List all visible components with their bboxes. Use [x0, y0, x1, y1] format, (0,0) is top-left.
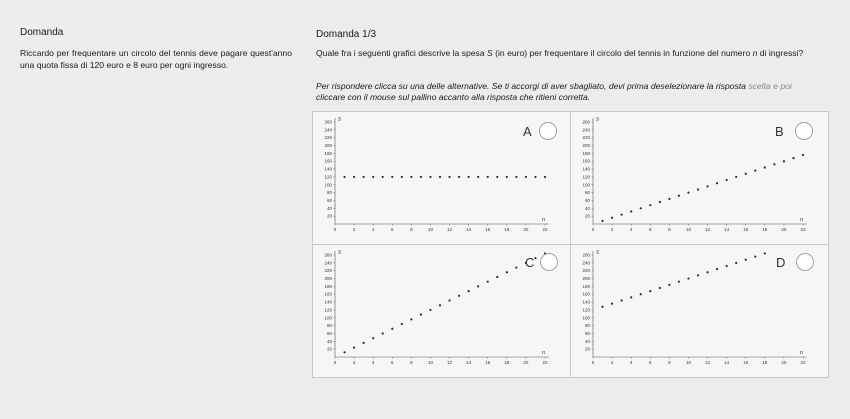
chart-b-point: [773, 163, 775, 165]
chart-c-xtick-label: 8: [410, 360, 413, 365]
chart-d-xtick-label: 12: [705, 360, 711, 365]
option-d-radio[interactable]: [796, 253, 814, 271]
chart-a-ytick-label: 100: [324, 182, 332, 188]
chart-b-xtick-label: 14: [724, 227, 730, 232]
context-title: Domanda: [20, 27, 64, 38]
chart-d-xtick-label: 4: [629, 360, 633, 365]
chart-a-point: [458, 176, 460, 178]
chart-a-ytick-label: 260: [324, 119, 332, 125]
chart-c-point: [410, 318, 412, 320]
chart-b-point: [649, 204, 651, 206]
chart-d-ytick-label: 200: [582, 276, 590, 282]
chart-b-point: [706, 185, 708, 187]
option-c-label: C: [525, 255, 535, 270]
context-panel: [0, 0, 300, 419]
chart-a-ytick-label: 40: [326, 205, 332, 211]
chart-d-ytick-label: 20: [584, 346, 590, 352]
chart-a-xtick-label: 16: [485, 227, 491, 232]
chart-d-xtick-label: 16: [743, 360, 749, 365]
chart-b-xtick-label: 12: [705, 227, 711, 232]
chart-c-ytick-label: 200: [324, 276, 332, 282]
chart-b-ytick-label: 180: [582, 150, 590, 156]
chart-a-ytick-label: 80: [326, 190, 332, 196]
chart-c-ytick-label: 20: [326, 346, 332, 352]
chart-c-point: [477, 285, 479, 287]
chart-a-xtick-label: 18: [504, 227, 510, 232]
chart-c-xtick-label: 18: [504, 360, 510, 365]
chart-b-point: [726, 179, 728, 181]
chart-d-xtick-label: 8: [668, 360, 671, 365]
chart-c-point: [353, 346, 355, 348]
option-c-radio[interactable]: [540, 253, 558, 271]
chart-a-ytick-label: 200: [324, 143, 332, 149]
chart-b-point: [630, 210, 632, 212]
chart-a-point: [410, 176, 412, 178]
chart-c-point: [496, 276, 498, 278]
chart-b-point: [678, 195, 680, 197]
chart-b-point: [640, 207, 642, 209]
option-d-label: D: [776, 255, 786, 270]
chart-d-ytick-label: 80: [584, 323, 590, 329]
chart-a-xtick-label: 12: [447, 227, 453, 232]
chart-c-point: [506, 271, 508, 273]
question-title: Domanda 1/3: [316, 29, 377, 40]
chart-d-point: [754, 255, 756, 257]
chart-d-point: [611, 303, 613, 305]
chart-d: [571, 245, 828, 377]
chart-c-ytick-label: 180: [324, 283, 332, 289]
chart-b-ytick-label: 200: [582, 143, 590, 149]
chart-a-point: [420, 176, 422, 178]
chart-c-point: [487, 281, 489, 283]
chart-b-ytick-label: 100: [582, 182, 590, 188]
chart-a-ylabel: S: [338, 117, 341, 123]
chart-c-xtick-label: 4: [371, 360, 375, 365]
chart-a-ytick-label: 140: [324, 166, 332, 172]
chart-d-point: [697, 274, 699, 276]
chart-d-ytick-label: 40: [584, 338, 590, 344]
chart-a-ytick-label: 240: [324, 127, 332, 133]
chart-d-point: [745, 259, 747, 261]
chart-c-xtick-label: 22: [542, 360, 548, 365]
chart-a-point: [525, 176, 527, 178]
chart-c-ytick-label: 120: [324, 307, 332, 313]
chart-c-xtick-label: 12: [447, 360, 453, 365]
chart-b-point: [802, 154, 804, 156]
chart-a-point: [439, 176, 441, 178]
chart-c-xtick-label: 0: [333, 360, 337, 365]
chart-a-point: [382, 176, 384, 178]
chart-a-xtick-label: 0: [333, 227, 337, 232]
chart-a-point: [448, 176, 450, 178]
chart-b-ytick-label: 220: [582, 135, 590, 141]
chart-d-point: [649, 290, 651, 292]
chart-c-ytick-label: 220: [324, 268, 332, 274]
chart-b-xtick-label: 2: [610, 227, 614, 232]
chart-a-point: [477, 176, 479, 178]
chart-a-ytick-label: 60: [326, 197, 332, 203]
chart-d-point: [601, 306, 603, 308]
chart-d-point: [726, 265, 728, 267]
chart-a-point: [353, 176, 355, 178]
chart-a-xtick-label: 20: [523, 227, 529, 232]
chart-d-point: [678, 281, 680, 283]
option-a-label: A: [523, 124, 532, 139]
chart-c-ytick-label: 240: [324, 260, 332, 266]
option-d-cell: [571, 245, 828, 377]
chart-d-ytick-label: 160: [582, 291, 590, 297]
chart-d-point: [659, 287, 661, 289]
chart-d-point: [668, 284, 670, 286]
variable-s: S: [487, 48, 493, 58]
chart-c-xlabel: n: [542, 350, 545, 356]
chart-b-point: [687, 192, 689, 194]
chart-c-point: [391, 328, 393, 330]
chart-b-xtick-label: 10: [685, 227, 691, 232]
chart-b-xtick-label: 0: [591, 227, 595, 232]
chart-b-ytick-label: 260: [582, 119, 590, 125]
variable-n: n: [752, 48, 758, 58]
chart-c-point: [429, 309, 431, 311]
chart-a-point: [363, 176, 365, 178]
chart-c-point: [363, 342, 365, 344]
chart-b-xtick-label: 18: [762, 227, 768, 232]
chart-d-ytick-label: 140: [582, 299, 590, 305]
chart-b-ytick-label: 60: [584, 197, 590, 203]
chart-b-xtick-label: 4: [629, 227, 633, 232]
instructions-main: Per rispondere clicca su una delle alternative. Se ti accorgi di aver sbagliato, devi prima deselezionare la risposta: [316, 81, 749, 91]
chart-d-point: [764, 252, 766, 254]
chart-a-xtick-label: 8: [410, 227, 413, 232]
chart-a-point: [429, 176, 431, 178]
chart-c-point: [534, 257, 536, 259]
chart-d-point: [640, 293, 642, 295]
chart-a-xtick-label: 14: [466, 227, 472, 232]
chart-b-xtick-label: 6: [649, 227, 652, 232]
chart-c-ytick-label: 160: [324, 291, 332, 297]
chart-d-ytick-label: 100: [582, 315, 590, 321]
chart-a-point: [468, 176, 470, 178]
chart-c-ytick-label: 80: [326, 323, 332, 329]
chart-c-ytick-label: 260: [324, 252, 332, 258]
chart-d-xtick-label: 10: [685, 360, 691, 365]
answer-options-grid: [312, 111, 829, 378]
chart-a-point: [515, 176, 517, 178]
chart-d-xtick-label: 20: [781, 360, 787, 365]
chart-c-point: [343, 351, 345, 353]
chart-a-point: [506, 176, 508, 178]
chart-d-point: [735, 262, 737, 264]
chart-c-point: [372, 337, 374, 339]
chart-d-point: [706, 271, 708, 273]
chart-a-point: [544, 176, 546, 178]
chart-a-xtick-label: 6: [391, 227, 394, 232]
chart-c-point: [382, 332, 384, 334]
chart-a-point: [372, 176, 374, 178]
chart-a-point: [496, 176, 498, 178]
chart-c-point: [420, 314, 422, 316]
chart-b-xlabel: n: [800, 217, 803, 223]
chart-b-point: [621, 213, 623, 215]
chart-b-point: [611, 217, 613, 219]
chart-a-xtick-label: 4: [371, 227, 375, 232]
chart-b-xtick-label: 20: [781, 227, 787, 232]
chart-d-xtick-label: 18: [762, 360, 768, 365]
chart-b-point: [601, 220, 603, 222]
chart-b-point: [754, 170, 756, 172]
chart-b-ytick-label: 240: [582, 127, 590, 133]
chart-c-xtick-label: 20: [523, 360, 529, 365]
chart-a-xtick-label: 2: [352, 227, 356, 232]
chart-b-ytick-label: 20: [584, 213, 590, 219]
chart-b-ytick-label: 80: [584, 190, 590, 196]
chart-d-ytick-label: 220: [582, 268, 590, 274]
chart-a-xlabel: n: [542, 217, 545, 223]
chart-d-xlabel: n: [800, 350, 803, 356]
chart-b-point: [659, 201, 661, 203]
question-text: [316, 48, 836, 59]
chart-b-point: [697, 188, 699, 190]
chart-a-ytick-label: 160: [324, 158, 332, 164]
chart-b-point: [783, 160, 785, 162]
option-b-radio[interactable]: [795, 122, 813, 140]
chart-a-point: [391, 176, 393, 178]
chart-c-point: [458, 295, 460, 297]
chart-d-point: [687, 277, 689, 279]
instructions: [316, 81, 841, 103]
chart-c-point: [515, 266, 517, 268]
chart-b-ytick-label: 140: [582, 166, 590, 172]
chart-c-point: [448, 299, 450, 301]
question-text-part: di ingressi?: [757, 48, 804, 58]
chart-c-xtick-label: 16: [485, 360, 491, 365]
chart-c-xtick-label: 10: [427, 360, 433, 365]
chart-d-xtick-label: 6: [649, 360, 652, 365]
chart-c-point: [439, 304, 441, 306]
chart-a-point: [487, 176, 489, 178]
option-c-cell: [313, 245, 571, 377]
chart-d-ytick-label: 260: [582, 252, 590, 258]
chart-b-xtick-label: 16: [743, 227, 749, 232]
question-text-part: (in euro) per frequentare il circolo del tennis in funzione del numero: [492, 48, 753, 58]
chart-c-point: [401, 323, 403, 325]
option-a-radio[interactable]: [539, 122, 557, 140]
chart-b-point: [745, 173, 747, 175]
chart-a-ytick-label: 220: [324, 135, 332, 141]
chart-c-xtick-label: 6: [391, 360, 394, 365]
instructions-line2: cliccare con il mouse sul pallino accanto alla risposta che ritieni corretta.: [316, 92, 591, 102]
chart-d-ylabel: S: [596, 250, 599, 256]
chart-a-xtick-label: 10: [427, 227, 433, 232]
option-b-cell: [571, 112, 828, 245]
chart-d-ytick-label: 120: [582, 307, 590, 313]
chart-a-ytick-label: 20: [326, 213, 332, 219]
chart-a-ytick-label: 180: [324, 150, 332, 156]
chart-d-xtick-label: 14: [724, 360, 730, 365]
chart-c-point: [468, 290, 470, 292]
chart-b-ytick-label: 160: [582, 158, 590, 164]
question-text-part: Quale fra i seguenti grafici descrive la spesa: [316, 48, 488, 58]
chart-c-xtick-label: 2: [352, 360, 356, 365]
chart-c-xtick-label: 14: [466, 360, 472, 365]
chart-b-point: [716, 182, 718, 184]
chart-b-point: [792, 157, 794, 159]
chart-d-point: [630, 296, 632, 298]
chart-b-ytick-label: 120: [582, 174, 590, 180]
chart-b-xtick-label: 8: [668, 227, 671, 232]
chart-d-point: [716, 268, 718, 270]
chart-a-point: [534, 176, 536, 178]
chart-d-xtick-label: 22: [800, 360, 806, 365]
chart-d-ytick-label: 240: [582, 260, 590, 266]
chart-c-ylabel: S: [338, 250, 341, 256]
chart-b-point: [668, 198, 670, 200]
option-b-label: B: [775, 124, 784, 139]
chart-b-point: [735, 176, 737, 178]
chart-d-xtick-label: 0: [591, 360, 595, 365]
chart-c-ytick-label: 140: [324, 299, 332, 305]
chart-d-ytick-label: 60: [584, 330, 590, 336]
chart-a-point: [401, 176, 403, 178]
chart-b-ylabel: S: [596, 117, 599, 123]
chart-c-ytick-label: 100: [324, 315, 332, 321]
chart-b: [571, 112, 828, 244]
chart-c-ytick-label: 40: [326, 338, 332, 344]
context-text: Riccardo per frequentare un circolo del tennis deve pagare quest'anno una quota fissa di 120 euro e 8 euro per ogni ingresso.: [20, 48, 292, 70]
option-a-cell: [313, 112, 571, 245]
chart-d-point: [621, 299, 623, 301]
chart-b-point: [764, 166, 766, 168]
chart-c-ytick-label: 60: [326, 330, 332, 336]
chart-b-xtick-label: 22: [800, 227, 806, 232]
chart-d-xtick-label: 2: [610, 360, 614, 365]
instructions-faded: scelta e poi: [748, 81, 792, 91]
chart-a-point: [343, 176, 345, 178]
chart-a-ytick-label: 120: [324, 174, 332, 180]
chart-d-ytick-label: 180: [582, 283, 590, 289]
chart-a-xtick-label: 22: [542, 227, 548, 232]
chart-b-ytick-label: 40: [584, 205, 590, 211]
